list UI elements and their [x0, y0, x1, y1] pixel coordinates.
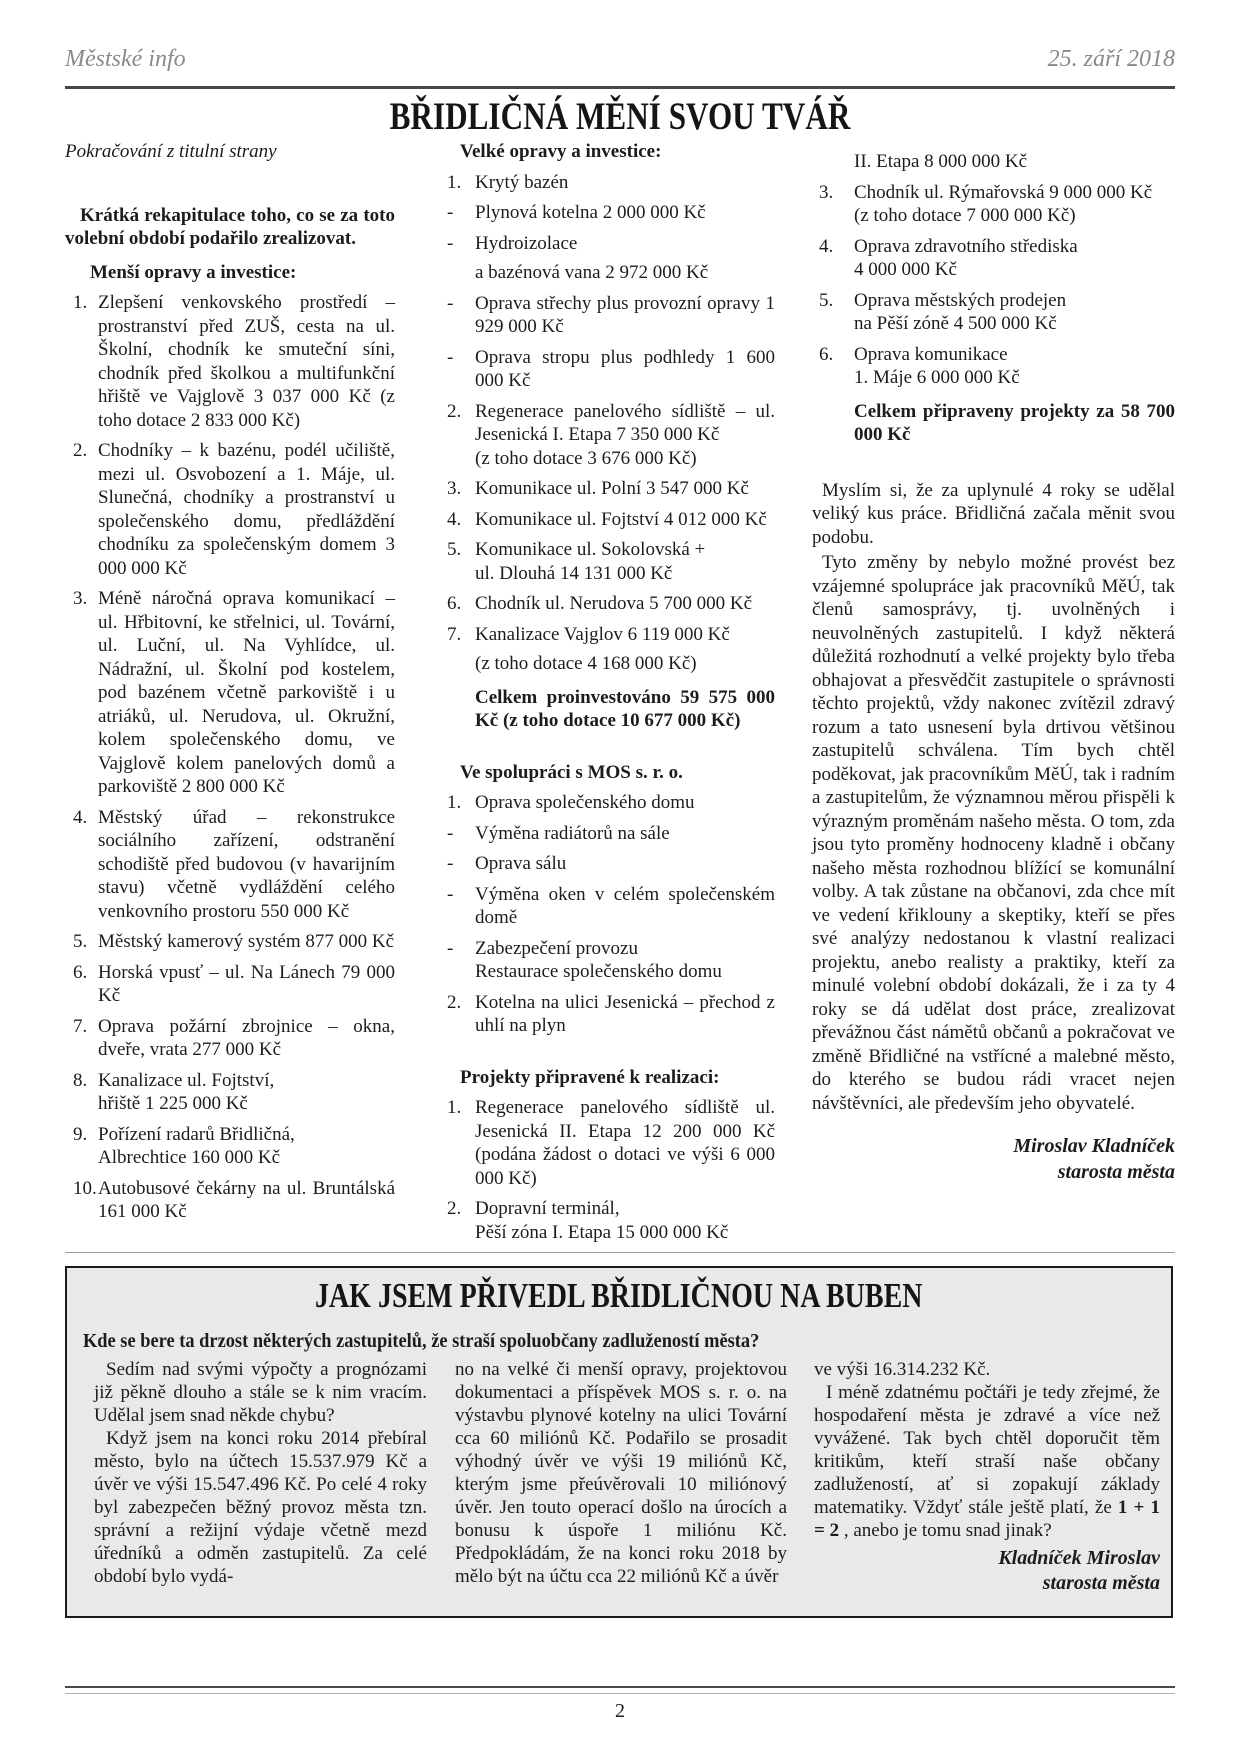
- box-signature: [814, 1546, 1160, 1596]
- item-text: II. Etapa 8 000 000 Kč: [854, 151, 1028, 172]
- article-column-3: [812, 140, 1175, 1185]
- article-title-text: BŘIDLIČNÁ MĚNÍ SVOU TVÁŘ: [389, 95, 851, 138]
- item-marker: 1.: [447, 171, 462, 193]
- item-text: Oprava zdravotního střediska 4 000 000 Kč: [854, 235, 1078, 280]
- item-text: Regenerace panelového sídliště ul. Jesenická II. Etapa 12 200 000 Kč (podána žádost o dotaci ve výši 6 000 000 Kč): [475, 1097, 775, 1189]
- section-heading: Ve spolupráci s MOS s. r. o.: [460, 761, 683, 783]
- intro-paragraph: Krátká rekapitulace toho, co se za toto volební období podařilo zrealizovat.: [65, 204, 395, 249]
- list-item: [445, 991, 775, 1038]
- list-item: [445, 477, 775, 501]
- item-marker: 6.: [819, 343, 834, 365]
- projects-total: Celkem připraveny projekty za 58 700 000 Kč: [854, 400, 1175, 445]
- section-heading: Velké opravy a investice:: [460, 141, 662, 162]
- item-marker: -: [447, 883, 454, 905]
- signature-role: starosta města: [1057, 1161, 1175, 1183]
- boxed-article: [65, 1266, 1173, 1618]
- item-text: Městský úřad – rekonstrukce sociálního zařízení, odstranění schodiště před budovou (v havarijním stavu) včetně vydláždění celého venkovního prostoru 550 000 Kč: [98, 806, 395, 922]
- item-text: Oprava městských prodejen na Pěší zóně 4 500 000 Kč: [854, 289, 1067, 334]
- closing-paragraph: Tyto změny by nebylo možné provést bez vzájemné spolupráce jak pracovníků MěÚ, tak členů samosprávy, tj. uvolněných i neuvolněných zastupitelů. I když některá důležitá rozhodnutí a velké projekty bylo třeba obhajovat a přesvědčit zastupitele o správnosti těchto projektů, vždy nakonec zvítězil zdravý rozum a tato usnesení byla drtivou většinou zastupitelů schválena. Tím bych chtěl poděkovat, jak pracovníkům MěÚ, tak i radním a zastupitelům, že významnou měrou přispěli k výrazným proměnám našeho města. O tom, zda jsou tyto proměny hodnoceny kladně i občany našeho města rozhodnou blížící se komunální volby. A tak zůstane na občanovi, zda chce mít ve vedení křiklouny a skeptiky, kteří se přes své analýzy nedostanou k vlastní realizaci projektu, anebo realisty a praktiky, kteří za minulé volební období dokázali, že i za ty 4 roky se dá udělat dost práce, zrealizovat převážnou část námětů občanů a pokračovat ve změně Břidličné na vstřícné a malebné město, do kterého se budou rádi vracet nejen návštěvníci, ale především jeho obyvatelé.: [812, 552, 1175, 1114]
- item-marker: 7.: [447, 623, 462, 645]
- item-marker: 1.: [447, 792, 462, 813]
- item-marker: 1.: [447, 1097, 462, 1118]
- box-paragraph: Sedím nad svými výpočty a prognózami již pěkně dlouho a stále se k nim vracím. Udělal jsem snad někde chybu?: [94, 1359, 427, 1426]
- box-column-2: [455, 1358, 787, 1588]
- item-text: Méně náročná oprava komunikací – ul. Hřbitovní, ke střelnici, ul. Tovární, ul. Luční, ul. Na Vyhlídce, ul. Nádražní, ul. Školní pod kostelem, pod bazénem včetně parkoviště i u atriáků, ul. Nerudova, ul. Okružní, kolem společenského domu, ve Vajglově kolem panelových domů a parkoviště 2 800 000 Kč: [98, 588, 395, 797]
- issue-date: 25. září 2018: [1047, 46, 1175, 72]
- list-item: [65, 961, 395, 1008]
- item-marker: 3.: [447, 478, 462, 499]
- box-column-1: [94, 1358, 427, 1588]
- list-item: [445, 232, 775, 285]
- list-item: [812, 150, 1175, 174]
- item-marker: 2.: [447, 400, 462, 422]
- item-text: Výměna oken v celém společenském domě: [475, 883, 775, 928]
- section-heading: Projekty připravené k realizaci:: [460, 1066, 720, 1088]
- item-text: Oprava sálu: [475, 853, 567, 874]
- section-heading: Menší opravy a investice:: [90, 261, 297, 283]
- list-item: [65, 439, 395, 580]
- math-statement: 1 + 1 = 2: [814, 1497, 1160, 1541]
- list-item: [65, 291, 395, 432]
- list-item: [812, 289, 1175, 336]
- item-text: Pořízení radarů Břidličná, Albrechtice 160 000 Kč: [98, 1123, 295, 1168]
- list-item: [65, 1069, 395, 1116]
- item-marker: 4.: [819, 235, 834, 257]
- list-item: [445, 623, 775, 676]
- list-item: [445, 883, 775, 930]
- item-text: Komunikace ul. Sokolovská + ul. Dlouhá 14 131 000 Kč: [475, 539, 706, 584]
- item-text: Chodníky – k bazénu, podél učiliště, mezi ul. Osvobození a 1. Máje, ul. Slunečná, chodníky a prostranství u společenského domu, předláždění chodníku za společenským domem 3 000 000 Kč: [98, 440, 395, 579]
- item-text: Oprava požární zbrojnice – okna, dveře, vrata 277 000 Kč: [98, 1015, 395, 1060]
- list-item: [445, 852, 775, 876]
- item-marker: -: [447, 292, 454, 314]
- item-text: Kotelna na ulici Jesenická – přechod z uhlí na plyn: [475, 991, 775, 1036]
- list-item: [445, 822, 775, 846]
- article-column-1: [65, 140, 395, 1224]
- item-marker: -: [447, 822, 454, 844]
- list-item: [445, 937, 775, 984]
- box-article-title: [67, 1276, 1171, 1316]
- item-marker: [819, 150, 854, 174]
- item-marker: -: [447, 937, 454, 959]
- item-marker: 2.: [73, 440, 88, 461]
- list-item: [65, 1177, 395, 1224]
- signature-name: Kladníček Miroslav: [998, 1547, 1160, 1569]
- item-text: Chodník ul. Rýmařovská 9 000 000 Kč (z toho dotace 7 000 000 Kč): [854, 181, 1153, 226]
- list-item: [65, 1123, 395, 1170]
- item-marker: -: [447, 202, 454, 223]
- item-text: Krytý bazén: [475, 171, 569, 193]
- box-paragraph: no na velké či menší opravy, projektovou dokumentaci a příspěvek MOS s. r. o. na výstavbu plynové kotelny na ulici Tovární cca 60 miliónů Kč. Podařilo se prosadit výhodný úvěr ve výši 19 miliónů Kč, kterým jsme přeúvěrovali 10 miliónový úvěr. Jen touto operací došlo na úrocích a bonusu k úspoře 1 miliónu Kč. Předpokládám, že na konci roku 2018 by mělo být na účtu cca 22 miliónů Kč a úvěr: [455, 1359, 787, 1587]
- item-text: Kanalizace ul. Fojtství, hřiště 1 225 000 Kč: [98, 1069, 275, 1114]
- item-marker: 9.: [73, 1123, 88, 1145]
- item-marker: -: [447, 232, 454, 254]
- footer-rule-top: [65, 1686, 1175, 1688]
- list-item: [445, 538, 775, 585]
- item-marker: 5.: [73, 931, 88, 952]
- header-rule: [65, 86, 1175, 89]
- item-marker: 4.: [73, 806, 88, 828]
- item-marker: 10.: [73, 1177, 97, 1199]
- item-text: Výměna radiátorů na sále: [475, 822, 670, 844]
- signature-role: starosta města: [1042, 1572, 1160, 1594]
- item-marker: 4.: [447, 508, 462, 530]
- closing-paragraph: Myslím si, že za uplynulé 4 roky se udělal veliký kus práce. Břidličná začala měnit svou podobu.: [812, 479, 1175, 548]
- list-item: [445, 346, 775, 393]
- list-item: [445, 171, 775, 195]
- list-item: [445, 1197, 775, 1244]
- item-marker: 6.: [73, 961, 88, 983]
- list-item: [445, 508, 775, 532]
- item-marker: 8.: [73, 1069, 88, 1091]
- masthead: [65, 46, 1175, 73]
- item-text: Plynová kotelna 2 000 000 Kč: [475, 202, 706, 223]
- article-title: [0, 94, 1240, 139]
- item-text: Dopravní terminál, Pěší zóna I. Etapa 15 000 000 Kč: [475, 1198, 729, 1243]
- item-marker: 7.: [73, 1015, 88, 1037]
- list-item: [65, 1015, 395, 1062]
- list-item: [65, 930, 395, 954]
- item-text: Zabezpečení provozu Restaurace společenského domu: [475, 937, 722, 982]
- item-text: Regenerace panelového sídliště – ul. Jesenická I. Etapa 7 350 000 Kč (z toho dotace 3 676 000 Kč): [475, 400, 775, 469]
- list-item: [65, 806, 395, 924]
- signature: [812, 1133, 1175, 1185]
- signature-name: Miroslav Kladníček: [1013, 1135, 1175, 1157]
- box-paragraph: ve výši 16.314.232 Kč.: [814, 1359, 991, 1380]
- item-marker: 1.: [73, 292, 88, 313]
- item-text: Zlepšení venkovského prostředí – prostranství před ZUŠ, cesta na ul. Školní, chodník ke smuteční síni, chodník před školkou a multifunkční hřiště ve Vajglově 3 037 000 Kč (z toho dotace 2 833 000 Kč): [98, 292, 395, 431]
- section-divider: [65, 1252, 1175, 1253]
- item-text: Oprava střechy plus provozní opravy 1 929 000 Kč: [475, 292, 775, 337]
- box-question: Kde se bere ta drzost některých zastupitelů, že straší spoluobčany zadlužeností města?: [83, 1330, 760, 1352]
- item-marker: 2.: [447, 991, 462, 1013]
- box-paragraph: I méně zdatnému počtáři je tedy zřejmé, že hospodaření města je zdravé a více než vyvážené. Tak bych chtěl doporučit těm kritikům, kteří straší naše občany zadlužeností, ať si zopakují základy matematiky. Vždyť stále ještě platí, že 1 + 1 = 2 , anebo je tomu snad jinak?: [814, 1382, 1160, 1541]
- item-marker: 3.: [73, 588, 88, 609]
- item-marker: 6.: [447, 593, 462, 614]
- item-text: Horská vpusť – ul. Na Lánech 79 000 Kč: [98, 961, 395, 1006]
- list-item: [812, 235, 1175, 282]
- list-item: [445, 1096, 775, 1190]
- continuation-note: Pokračování z titulní strany: [65, 141, 277, 162]
- investment-total: Celkem proinvestováno 59 575 000 Kč (z toho dotace 10 677 000 Kč): [475, 686, 775, 731]
- item-marker: 3.: [819, 181, 834, 203]
- list-item: [812, 181, 1175, 228]
- item-text: Hydroizolace a bazénová vana 2 972 000 Kč: [475, 232, 709, 283]
- item-text: Městský kamerový systém 877 000 Kč: [98, 931, 395, 952]
- item-text: Oprava komunikace 1. Máje 6 000 000 Kč: [854, 343, 1020, 388]
- page-number: 2: [615, 1700, 625, 1722]
- item-marker: 2.: [447, 1198, 462, 1219]
- item-text: Oprava společenského domu: [475, 792, 695, 813]
- footer-rule-bottom: [65, 1693, 1175, 1694]
- item-marker: 5.: [447, 539, 462, 560]
- article-column-2: [445, 140, 775, 1244]
- list-item: [812, 343, 1175, 390]
- item-marker: 5.: [819, 289, 834, 311]
- item-text: Autobusové čekárny na ul. Bruntálská 161 000 Kč: [98, 1177, 395, 1222]
- list-item: [445, 292, 775, 339]
- list-item: [445, 400, 775, 471]
- item-text: Kanalizace Vajglov 6 119 000 Kč (z toho dotace 4 168 000 Kč): [475, 623, 730, 674]
- item-marker: -: [447, 853, 454, 874]
- list-item: [445, 791, 775, 815]
- item-text: Oprava stropu plus podhledy 1 600 000 Kč: [475, 346, 775, 391]
- list-item: [445, 592, 775, 616]
- item-marker: -: [447, 346, 454, 368]
- box-paragraph: Když jsem na konci roku 2014 přebíral město, bylo na účtech 15.537.979 Kč a úvěr ve výši 15.547.496 Kč. Po celé 4 roky byl zabezpečen běžný provoz města tzn. správní a režijní výdaje včetně mezd úředníků a odměn zastupitelů. Za celé období bylo vydá-: [94, 1428, 427, 1587]
- box-column-3: [814, 1358, 1160, 1596]
- item-text: Komunikace ul. Polní 3 547 000 Kč: [475, 478, 749, 499]
- item-text: Chodník ul. Nerudova 5 700 000 Kč: [475, 593, 753, 614]
- list-item: [65, 587, 395, 799]
- box-article-title-text: JAK JSEM PŘIVEDL BŘIDLIČNOU NA BUBEN: [315, 1276, 923, 1315]
- item-text: Komunikace ul. Fojtství 4 012 000 Kč: [475, 508, 767, 530]
- list-item: [445, 201, 775, 225]
- newsletter-name: Městské info: [65, 46, 186, 72]
